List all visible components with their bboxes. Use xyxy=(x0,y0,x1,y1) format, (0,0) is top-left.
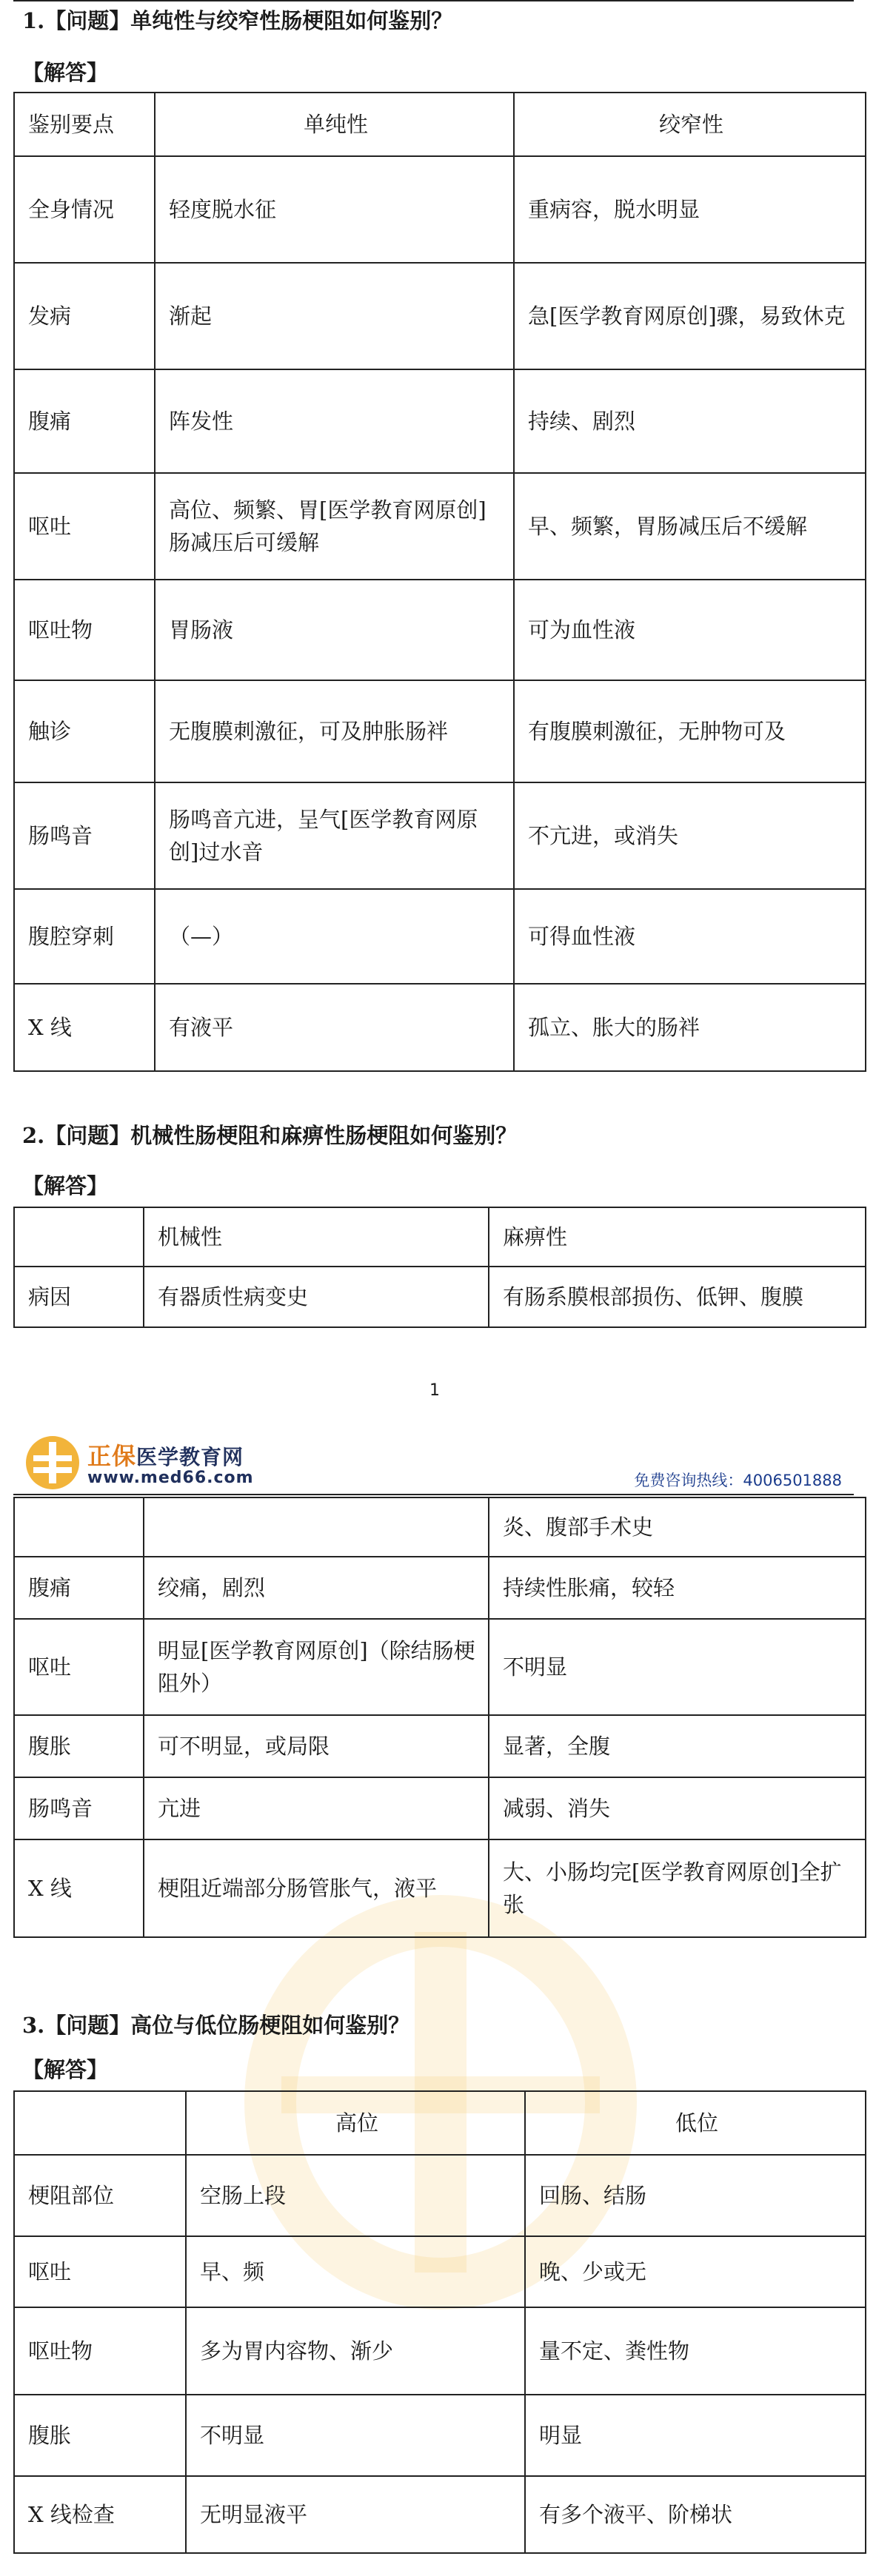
table-cell: 量不定、粪性物 xyxy=(525,2307,866,2395)
table-cell: 无明显液平 xyxy=(186,2476,525,2553)
row-label: 腹痛 xyxy=(14,1557,144,1619)
row-label: 肠鸣音 xyxy=(14,1777,144,1839)
row-label: 腹胀 xyxy=(14,1715,144,1777)
table-row xyxy=(14,1715,866,1777)
table-cell: 亢进 xyxy=(144,1777,489,1839)
table-cell: 高位、频繁、胃[医学教育网原创]肠减压后可缓解 xyxy=(155,473,514,580)
table-cell: 晚、少或无 xyxy=(525,2236,866,2307)
table-cell: 轻度脱水征 xyxy=(155,156,514,263)
table-cell: 有肠系膜根部损伤、低钾、腹膜 xyxy=(489,1267,866,1327)
table-row xyxy=(14,680,866,782)
table-cell: 可得血性液 xyxy=(514,889,866,984)
table-cell: 不明显 xyxy=(186,2395,525,2476)
header-rule xyxy=(13,1494,854,1495)
table-header-row xyxy=(14,1207,866,1267)
table-cell: 减弱、消失 xyxy=(489,1777,866,1839)
table-row xyxy=(14,369,866,473)
table-cell: 重病容，脱水明显 xyxy=(514,156,866,263)
table-header-row xyxy=(14,93,866,156)
table-mechanical-vs-paralytic xyxy=(13,1207,866,1328)
table-cell: 渐起 xyxy=(155,263,514,369)
table-cell: 回肠、结肠 xyxy=(525,2155,866,2236)
table-row xyxy=(14,2236,866,2307)
answer-2-label: 【解答】 xyxy=(22,1173,109,1198)
table-cell: 不亢进，或消失 xyxy=(514,782,866,889)
header-cell: 高位 xyxy=(186,2091,525,2155)
row-label: 呕吐 xyxy=(14,473,155,580)
row-label: 呕吐 xyxy=(14,2236,186,2307)
table-row xyxy=(14,2395,866,2476)
table-cell: 不明显 xyxy=(489,1619,866,1715)
row-label: 触诊 xyxy=(14,680,155,782)
hotline-text: 免费咨询热线：4006501888 xyxy=(634,1472,842,1489)
table-cell: 肠鸣音亢进，呈气[医学教育网原创]过水音 xyxy=(155,782,514,889)
table-cell: 空肠上段 xyxy=(186,2155,525,2236)
table-cell: 可不明显，或局限 xyxy=(144,1715,489,1777)
table-cell: 持续、剧烈 xyxy=(514,369,866,473)
table-cell xyxy=(144,1497,489,1557)
brand-name-rest: 医学教育网 xyxy=(136,1445,244,1469)
row-label: 腹腔穿刺 xyxy=(14,889,155,984)
row-label: 全身情况 xyxy=(14,156,155,263)
table-cell: 明显 xyxy=(525,2395,866,2476)
table-row xyxy=(14,580,866,680)
row-label: 腹胀 xyxy=(14,2395,186,2476)
table-row xyxy=(14,473,866,580)
header-cell: 鉴别要点 xyxy=(14,93,155,156)
table-row xyxy=(14,2155,866,2236)
header-cell xyxy=(14,2091,186,2155)
table-simple-vs-strangulated xyxy=(13,92,866,1072)
table-cell: 梗阻近端部分肠管胀气，液平 xyxy=(144,1839,489,1937)
table-cell: 阵发性 xyxy=(155,369,514,473)
table-row xyxy=(14,156,866,263)
row-label: 呕吐物 xyxy=(14,2307,186,2395)
brand-name-main: 正保 xyxy=(87,1442,137,1470)
table-row xyxy=(14,1839,866,1937)
table-row xyxy=(14,782,866,889)
question-3-title: 3.【问题】高位与低位肠梗阻如何鉴别？ xyxy=(22,2013,410,2038)
row-label: 肠鸣音 xyxy=(14,782,155,889)
table-row xyxy=(14,1777,866,1839)
row-label: 腹痛 xyxy=(14,369,155,473)
answer-3-label: 【解答】 xyxy=(22,2057,109,2082)
table-cell: 无腹膜刺激征，可及肿胀肠袢 xyxy=(155,680,514,782)
header-cell: 机械性 xyxy=(144,1207,489,1267)
table-row xyxy=(14,1497,866,1557)
brand-url: www.med66.com xyxy=(87,1469,254,1487)
row-label: 发病 xyxy=(14,263,155,369)
table-cell: 显著，全腹 xyxy=(489,1715,866,1777)
header-cell: 麻痹性 xyxy=(489,1207,866,1267)
table-row xyxy=(14,1619,866,1715)
table-cell: 多为胃内容物、渐少 xyxy=(186,2307,525,2395)
table-cell: 有器质性病变史 xyxy=(144,1267,489,1327)
row-label: 呕吐 xyxy=(14,1619,144,1715)
row-label: X 线 xyxy=(14,1839,144,1937)
header-cell xyxy=(14,1207,144,1267)
table-cell: 绞痛，剧烈 xyxy=(144,1557,489,1619)
table-row xyxy=(14,2476,866,2553)
table-cell: 有腹膜刺激征，无肿物可及 xyxy=(514,680,866,782)
table-cell: 可为血性液 xyxy=(514,580,866,680)
top-rule xyxy=(13,0,854,1)
row-label xyxy=(14,1497,144,1557)
row-label: 梗阻部位 xyxy=(14,2155,186,2236)
table-cell: 孤立、胀大的肠袢 xyxy=(514,984,866,1071)
row-label: X 线 xyxy=(14,984,155,1071)
table-cell: 早、频繁，胃肠减压后不缓解 xyxy=(514,473,866,580)
question-1-title: 1.【问题】单纯性与绞窄性肠梗阻如何鉴别？ xyxy=(22,8,453,33)
table-row xyxy=(14,984,866,1071)
table-cell: 有液平 xyxy=(155,984,514,1071)
table-cell: 有多个液平、阶梯状 xyxy=(525,2476,866,2553)
table-cell: 大、小肠均完[医学教育网原创]全扩张 xyxy=(489,1839,866,1937)
table-row xyxy=(14,1267,866,1327)
header-cell: 单纯性 xyxy=(155,93,514,156)
question-2-title: 2.【问题】机械性肠梗阻和麻痹性肠梗阻如何鉴别？ xyxy=(22,1123,518,1148)
table-row xyxy=(14,1557,866,1619)
table-cell: 急[医学教育网原创]骤，易致休克 xyxy=(514,263,866,369)
header-cell: 低位 xyxy=(525,2091,866,2155)
table-cell: 胃肠液 xyxy=(155,580,514,680)
row-label: X 线检查 xyxy=(14,2476,186,2553)
answer-1-label: 【解答】 xyxy=(22,60,109,85)
header-cell: 绞窄性 xyxy=(514,93,866,156)
table-cell: 明显[医学教育网原创]（除结肠梗阻外） xyxy=(144,1619,489,1715)
table-row xyxy=(14,889,866,984)
row-label: 呕吐物 xyxy=(14,580,155,680)
table-mechanical-vs-paralytic-continued xyxy=(13,1497,866,1938)
table-cell: （—） xyxy=(155,889,514,984)
table-cell: 持续性胀痛，较轻 xyxy=(489,1557,866,1619)
table-header-row xyxy=(14,2091,866,2155)
brand-logo-icon xyxy=(26,1436,79,1489)
table-row xyxy=(14,2307,866,2395)
table-cell: 早、频 xyxy=(186,2236,525,2307)
row-label: 病因 xyxy=(14,1267,144,1327)
page-number: 1 xyxy=(429,1381,440,1400)
table-cell: 炎、腹部手术史 xyxy=(489,1497,866,1557)
table-high-vs-low xyxy=(13,2090,866,2554)
brand-name xyxy=(87,1438,244,1472)
table-row xyxy=(14,263,866,369)
